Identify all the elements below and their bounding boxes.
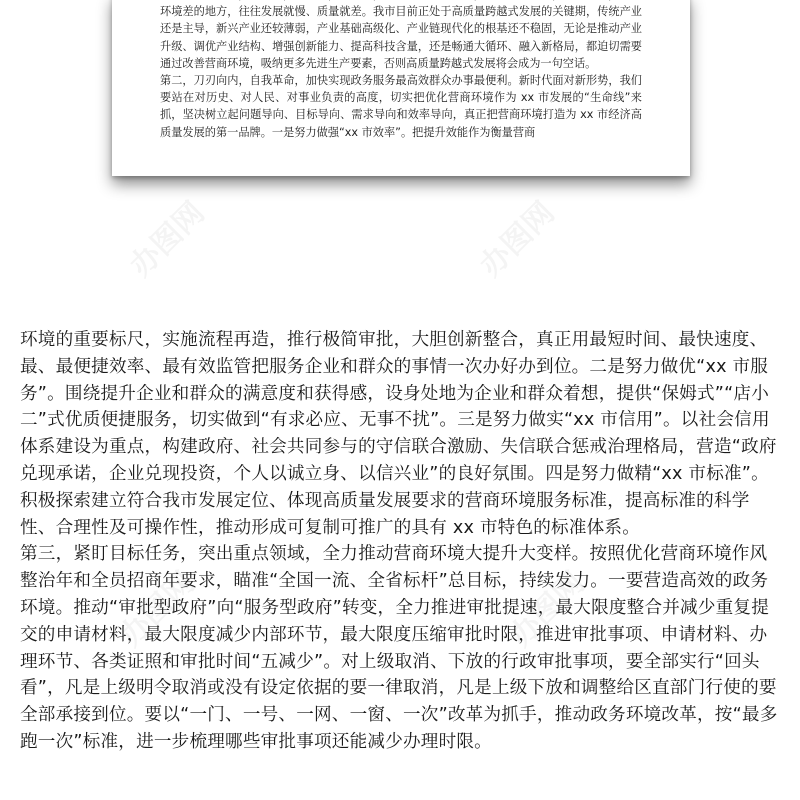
watermark: 办图网 <box>473 195 562 284</box>
preview-page-card <box>112 0 690 176</box>
watermark: 办图网 <box>123 195 212 284</box>
watermark: 办图网 <box>503 565 592 654</box>
body-paragraph: 第三，紧盯目标任务，突出重点领域，全力推动营商环境大提升大变样。按照优化营商环境作风整治年和全员招商年要求，瞄准“全国一流、全省标杆”总目标，持续发力。一要营造高效的政务环境。推动“审批型政府”向“服务型政府”转变，全力推进审批提速，最大限度整合并减少重复提交的申请材料，最大限度减少内部环节，最大限度压缩审批时限，推进审批事项、申请材料、办理环节、各类证照和审批时间“五减少”。对上级取消、下放的行政审批事项，要全部实行“回头看”，凡是上级明令取消或没有设定依据的要一律取消，凡是上级下放和调整给区直部门行使的要全部承接到位。要以“一门、一号、一网、一窗、一次”改革为抓手，推动政务环境改革，按“最多跑一次”标准，进一步梳理哪些审批事项还能减少办理时限。 <box>20 544 778 752</box>
body-paragraph: 环境的重要标尺，实施流程再造，推行极简审批，大胆创新整合，真正用最短时间、最快速度、最、最便捷效率、最有效监管把服务企业和群众的事情一次办好办到位。二是努力做优“xx 市服务”。围绕提升企业和群众的满意度和获得感，设身处地为企业和群众着想，提供“保姆式”“店小二”式优质便捷服务，切实做到“有求必应、无事不扰”。三是努力做实“xx 市信用”。以社会信用体系建设为重点，构建政府、社会共同参与的守信联合激励、失信联合惩戒治理格局，营造“政府兑现承诺，企业兑现投资，个人以诚立身、以信兴业”的良好氛围。四是努力做精“xx 市标准”。积极探索建立符合我市发展定位、体现高质量发展要求的营商环境服务标准，提高标准的科学性、合理性及可操作性，推动形成可复制可推广的具有 xx 市特色的标准体系。 <box>20 330 777 538</box>
body-text-block <box>20 327 780 756</box>
preview-paragraph: 第二，刀刃向内，自我革命，加快实现政务服务最高效群众办事最便利。新时代面对新形势，我们要站在对历史、对人民、对事业负责的高度，切实把优化营商环境作为 xx 市发展的“生命线”来抓，坚决树立起问题导向、目标导向、需求导向和效率导向，真正把营商环境打造为 xx 市经济高质量发展的第一品牌。一是努力做强“xx 市效率”。把提升效能作为衡量营商 <box>160 74 642 139</box>
watermark: 办图网 <box>113 565 202 654</box>
preview-text-block <box>160 0 642 141</box>
preview-paragraph: 环境差的地方，往往发展就慢、质量就差。我市目前正处于高质量跨越式发展的关键期，传统产业还是主导，新兴产业还较薄弱，产业基础高级化、产业链现代化的根基还不稳固，无论是推动产业升级、调优产业结构、增强创新能力、提高科技含量，还是畅通大循环、融入新格局，都迫切需要通过改善营商环境，吸纳更多先进生产要素，否则高质量跨越式发展将会成为一句空话。 <box>160 5 642 70</box>
